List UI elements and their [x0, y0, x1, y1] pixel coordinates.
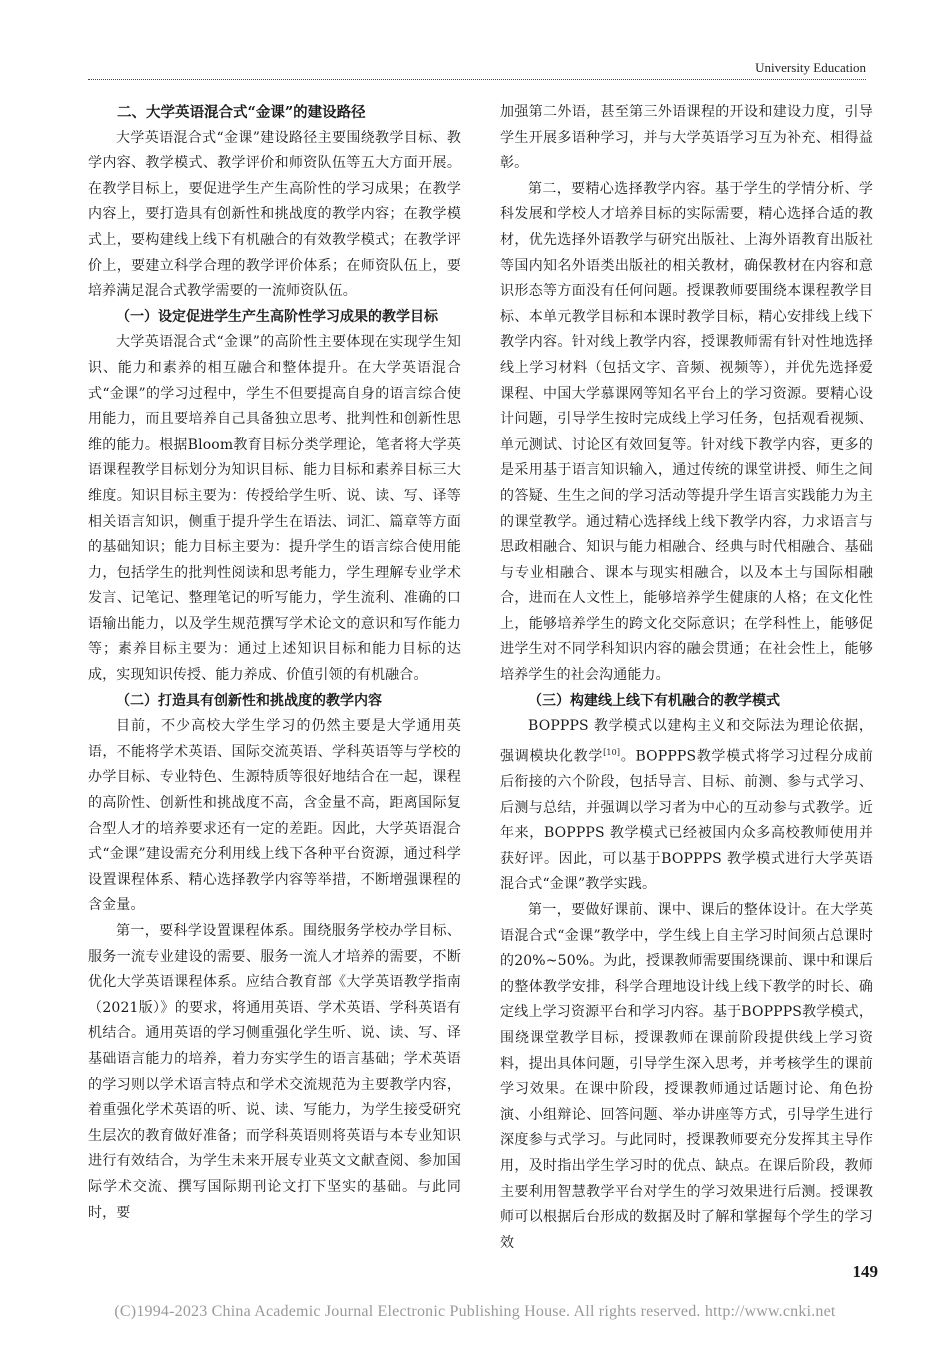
- paragraph: 大学英语混合式“金课”建设路径主要围绕教学目标、教学内容、教学模式、教学评价和师资队伍等五大方面开展。在教学目标上，要促进学生产生高阶性的学习成果；在教学内容上，要打造具有创新性和挑战度的教学内容；在教学模式上，要构建线上线下有机融合的有效教学模式；在教学评价上，要建立科学合理的教学评价体系；在师资队伍上，要培养满足混合式教学需要的一流师资队伍。: [88, 129, 461, 300]
- paragraph: 第一，要做好课前、课中、课后的整体设计。在大学英语混合式“金课”教学中，学生线上自主学习时间须占总课时的20%~50%。为此，授课教师需要围绕课前、课中和课后的整体教学安排，科学合理地设计线上线下教学的时长、确定线上学习资源平台和学习内容。基于BOPPPS教学模式，围绕课堂教学目标，授课教师在课前阶段提供线上学习资料，提出具体问题，引导学生深入思考，并考核学生的课前学习效果。在课中阶段，授课教师通过话题讨论、角色扮演、小组辩论、回答问题、举办讲座等方式，引导学生进行深度参与式学习。与此同时，授课教师要充分发挥其主导作用，及时指出学生学习时的优点、缺点。在课后阶段，教师主要利用智慧教学平台对学生的学习效果进行后测。授课教师可以根据后台形成的数据及时了解和掌握每个学生的学习效: [500, 902, 873, 1251]
- left-column: [88, 100, 461, 1226]
- paragraph: 加强第二外语，甚至第三外语课程的开设和建设力度，引导学生开展多语种学习，并与大学英语学习互为补充、相得益彰。: [500, 104, 873, 172]
- subsection-heading: （三）构建线上线下有机融合的教学模式: [528, 692, 780, 709]
- copyright-footer: (C)1994-2023 China Academic Journal Electronic Publishing House. All rights reserved. http://www.cnki.net: [114, 1303, 836, 1320]
- paragraph: [500, 714, 873, 898]
- paragraph: 目前，不少高校大学生学习的仍然主要是大学通用英语，不能将学术英语、国际交流英语、学科英语等与学校的办学目标、专业特色、生源特质等很好地结合在一起，课程的高阶性、创新性和挑战度不高，含金量不高，距离国际复合型人才的培养要求还有一定的差距。因此，大学英语混合式“金课”建设需充分利用线上线下各种平台资源，通过科学设置课程体系、精心选择教学内容等举措，不断增强课程的含金量。: [88, 718, 461, 914]
- paragraph-text: BOPPPS 教学模式以建构主义和交际法为理论依据，强调模块化教学: [500, 718, 873, 765]
- subsection-heading: （二）打造具有创新性和挑战度的教学内容: [116, 692, 382, 709]
- subsection-heading: （一）设定促进学生产生高阶性学习成果的教学目标: [116, 308, 438, 325]
- journal-name: University Education: [755, 60, 866, 75]
- page-number: 149: [852, 1262, 878, 1281]
- paragraph: 第二，要精心选择教学内容。基于学生的学情分析、学科发展和学校人才培养目标的实际需要，精心选择合适的教材，优先选择外语教学与研究出版社、上海外语教育出版社等国内知名外语类出版社的相关教材，确保教材在内容和意识形态等方面没有任何问题。授课教师要围绕本课程教学目标、本单元教学目标和本课时教学目标，精心安排线上线下教学内容。针对线上教学内容，授课教师需有针对性地选择线上学习材料（包括文字、音频、视频等），并优先选择爱课程、中国大学慕课网等知名平台上的学习资源。要精心设计问题，引导学生按时完成线上学习任务，包括观看视频、单元测试、讨论区有效回复等。针对线下教学内容，更多的是采用基于语言知识输入，通过传统的课堂讲授、师生之间的答疑、生生之间的学习活动等提升学生语言实践能力为主的课堂教学。通过精心选择线上线下教学内容，力求语言与思政相融合、知识与能力相融合、经典与时代相融合、基础与专业相融合、课本与现实相融合，以及本土与国际相融合，进而在人文性上，能够培养学生健康的人格；在文化性上，能够培养学生的跨文化交际意识；在学科性上，能够促进学生对不同学科知识内容的融会贯通；在社会性上，能够培养学生的社会沟通能力。: [500, 180, 873, 684]
- section-title: 二、大学英语混合式“金课”的建设路径: [117, 104, 366, 121]
- right-column: [500, 100, 873, 1256]
- citation-ref: [10]: [603, 747, 621, 757]
- paragraph: 第一，要科学设置课程体系。围绕服务学校办学目标、服务一流专业建设的需要、服务一流人才培养的需要，不断优化大学英语课程体系。应结合教育部《大学英语教学指南（2021版）》的要求，将通用英语、学术英语、学科英语有机结合。通用英语的学习侧重强化学生听、说、读、写、译基础语言能力的培养，着力夯实学生的语言基础；学术英语的学习则以学术语言特点和学术交流规范为主要教学内容，着重强化学术英语的听、说、读、写能力，为学生接受研究生层次的教育做好准备；而学科英语则将英语与本专业知识进行有效结合，为学生未来开展专业英文文献查阅、参加国际学术交流、撰写国际期刊论文打下坚实的基础。与此同时，要: [88, 923, 461, 1221]
- paragraph: 大学英语混合式“金课”的高阶性主要体现在实现学生知识、能力和素养的相互融合和整体提升。在大学英语混合式“金课”的学习过程中，学生不但要提高自身的语言综合使用能力，而且要培养自己具备独立思考、批判性和创新性思维的能力。根据Bloom教育目标分类学理论，笔者将大学英语课程教学目标划分为知识目标、能力目标和素养目标三大维度。知识目标主要为：传授给学生听、说、读、写、译等相关语言知识，侧重于提升学生在语法、词汇、篇章等方面的基础知识；能力目标主要为：提升学生的语言综合使用能力，包括学生的批判性阅读和思考能力，学生理解专业学术发言、记笔记、整理笔记的听写能力，学生流利、准确的口语输出能力，以及学生规范撰写学术论文的意识和写作能力等；素养目标主要为：通过上述知识目标和能力目标的达成，实现知识传授、能力养成、价值引领的有机融合。: [88, 334, 461, 684]
- header-rule: [88, 79, 866, 80]
- paragraph-text: 。BOPPPS教学模式将学习过程分成前后衔接的六个阶段，包括导言、目标、前测、参与式学习、后测与总结，并强调以学习者为中心的互动参与式教学。近年来，BOPPPS 教学模式已经被国内众多高校教师使用并获好评。因此，可以基于BOPPPS 教学模式进行大学英语混合式“金课”教学实践。: [500, 748, 873, 893]
